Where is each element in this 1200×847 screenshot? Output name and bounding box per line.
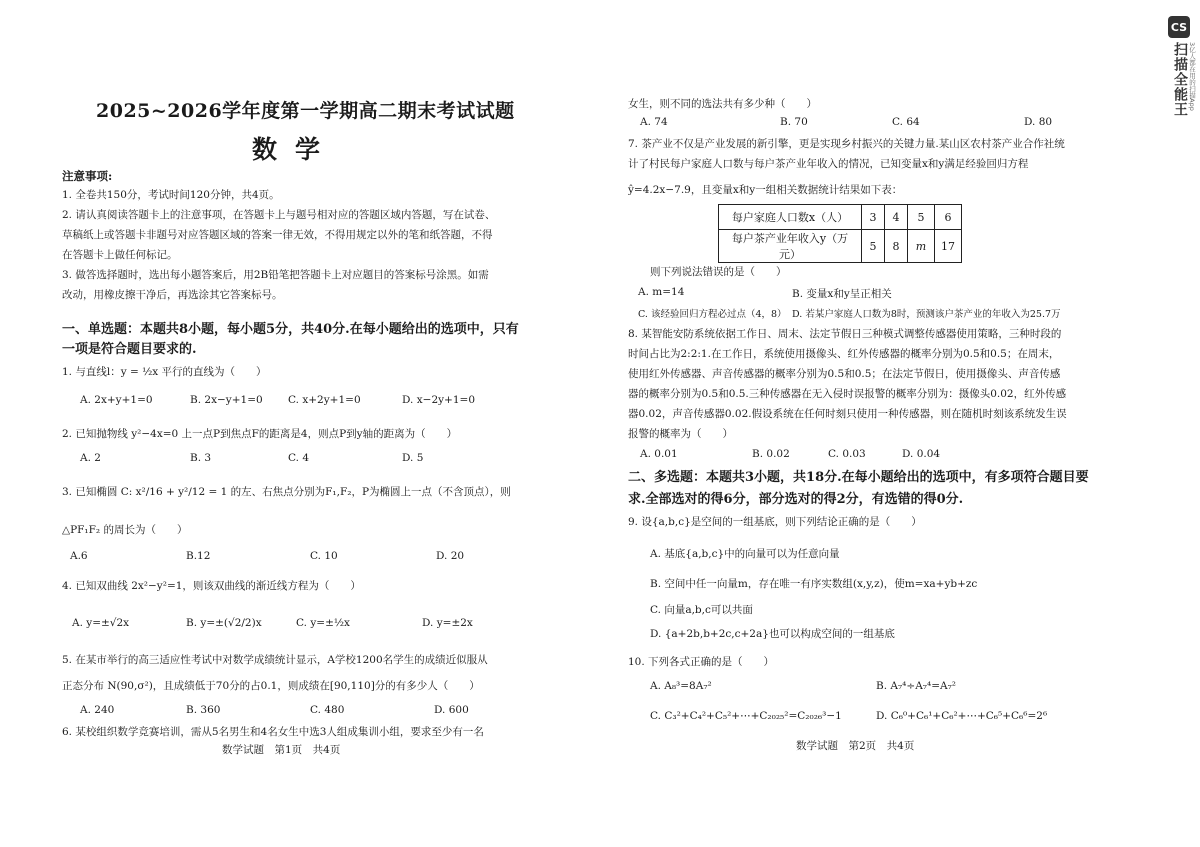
section-2-heading: 二、多选题：本题共3小题，共18分.在每小题给出的选项中，有多项符合题目要 [628, 470, 1089, 485]
question-6-stem-cont: 女生，则不同的选法共有多少种（ ） [628, 98, 817, 110]
table-row-label: 每户家庭人口数x（人） [719, 205, 862, 230]
q4-option-d: D. y=±2x [422, 617, 473, 629]
q2-option-c: C. 4 [288, 452, 310, 464]
question-8-stem-cont: 时间占比为2:2:1.在工作日，系统使用摄像头、红外传感器的概率分别为0.5和0.5；在周末， [628, 348, 1060, 360]
question-3-stem-cont: △PF₁F₂ 的周长为（ ） [62, 524, 188, 536]
q8-option-c: C. 0.03 [828, 448, 866, 460]
note-line: 1. 全卷共150分，考试时间120分钟，共4页。 [62, 189, 280, 201]
q4-option-c: C. y=±½x [296, 617, 350, 629]
question-7-equation: ŷ=4.2x−7.9，且变量x和y一组相关数据统计结果如下表： [628, 184, 903, 196]
q10-option-b: B. A₇⁴÷A₇⁴=A₇² [876, 680, 956, 692]
question-2-stem: 2. 已知抛物线 y²−4x=0 上一点P到焦点F的距离是4，则点P到y轴的距离为（ ） [62, 428, 458, 440]
q5-option-d: D. 600 [434, 704, 469, 716]
q10-option-a: A. A₈³=8A₇² [650, 680, 712, 692]
q9-option-b: B. 空间中任一向量m，存在唯一有序实数组(x,y,z)，使m=xa+yb+zc [650, 578, 978, 590]
note-line: 改动，用橡皮擦干净后，再选涂其它答案标号。 [62, 289, 283, 301]
q4-option-a: A. y=±√2x [72, 617, 130, 629]
exam-page-2 [600, 0, 1160, 847]
q3-option-c: C. 10 [310, 550, 338, 562]
q2-option-d: D. 5 [402, 452, 424, 464]
q4-option-b: B. y=±(√2/2)x [186, 617, 262, 629]
q7-option-b: B. 变量x和y呈正相关 [792, 288, 892, 300]
q2-option-a: A. 2 [80, 452, 101, 464]
table-cell: 17 [935, 230, 962, 263]
q6-option-d: D. 80 [1024, 116, 1053, 128]
section-2-heading-cont: 求.全部选对的得6分，部分选对的得2分，有选错的得0分. [628, 492, 964, 507]
q8-option-d: D. 0.04 [902, 448, 941, 460]
page-footer: 数学试题 第2页 共4页 [796, 740, 915, 752]
question-8-stem-cont: 报警的概率为（ ） [628, 428, 733, 440]
brand-name: 扫描全能王 [1172, 42, 1188, 117]
q1-option-c: C. x+2y+1=0 [288, 394, 361, 406]
question-8-stem-cont: 使用红外传感器、声音传感器的概率分别为0.5和0.5；在法定节假日，使用摄像头、声音传感 [628, 368, 1061, 380]
q8-option-b: B. 0.02 [752, 448, 790, 460]
subject-title: 数学 [252, 135, 339, 164]
q3-option-b: B.12 [186, 550, 211, 562]
question-1-stem: 1. 与直线l：y = ½x 平行的直线为（ ） [62, 366, 267, 378]
table-row [719, 230, 962, 263]
q7-option-d: D. 若某户家庭人口数为8时，预测该户茶产业的年收入为25.7万 [792, 309, 1061, 320]
question-7-stem-cont: 计了村民每户家庭人口数与每户茶产业年收入的情况，已知变量x和y满足经验回归方程 [628, 158, 1029, 170]
note-line: 草稿纸上或答题卡非题号对应答题区域的答案一律无效，不得用规定以外的笔和纸答题，不得 [62, 229, 493, 241]
table-cell: m [908, 230, 935, 263]
q6-option-a: A. 74 [640, 116, 668, 128]
table-cell: 8 [885, 230, 908, 263]
q6-option-b: B. 70 [780, 116, 808, 128]
q2-option-b: B. 3 [190, 452, 212, 464]
note-line: 3. 做答选择题时，选出每小题答案后，用2B铅笔把答题卡上对应题目的答案标号涂黑。如需 [62, 269, 489, 281]
q1-option-d: D. x−2y+1=0 [402, 394, 476, 406]
table-cell: 4 [885, 205, 908, 230]
q6-option-c: C. 64 [892, 116, 920, 128]
question-5-stem: 5. 在某市举行的高三适应性考试中对数学成绩统计显示，A学校1200名学生的成绩近似服从 [62, 654, 488, 666]
question-5-stem-cont: 正态分布 N(90,σ²)，且成绩低于70分的占0.1，则成绩在[90,110]分的有多少人（ ） [62, 680, 480, 692]
q9-option-a: A. 基底{a,b,c}中的向量可以为任意向量 [650, 548, 840, 560]
question-7-ask: 则下列说法错误的是（ ） [650, 266, 787, 278]
q10-option-c: C. C₃²+C₄²+C₅²+⋯+C₂₀₂₅²=C₂₀₂₆³−1 [650, 710, 842, 722]
question-9-stem: 9. 设{a,b,c}是空间的一组基底，则下列结论正确的是（ ） [628, 516, 922, 528]
question-10-stem: 10. 下列各式正确的是（ ） [628, 656, 775, 668]
note-line: 在答题卡上做任何标记。 [62, 249, 178, 261]
q10-option-d: D. C₆⁰+C₆¹+C₆²+⋯+C₆⁵+C₆⁶=2⁶ [876, 710, 1048, 722]
question-3-stem: 3. 已知椭圆 C: x²/16 + y²/12 = 1 的左、右焦点分别为F₁,F₂，P为椭圆上一点（不含顶点），则 [62, 486, 511, 498]
table-row [719, 205, 962, 230]
question-6-stem: 6. 某校组织数学竞赛培训，需从5名男生和4名女生中选3人组成集训小组，要求至少有一名 [62, 726, 484, 738]
q7-option-a: A. m=14 [638, 286, 685, 298]
section-1-heading: 一、单选题：本题共8小题，每小题5分，共40分.在每小题给出的选项中，只有 [62, 322, 519, 337]
q9-option-c: C. 向量a,b,c可以共面 [650, 604, 753, 616]
q8-option-a: A. 0.01 [640, 448, 678, 460]
question-4-stem: 4. 已知双曲线 2x²−y²=1，则该双曲线的渐近线方程为（ ） [62, 580, 361, 592]
exam-title: 2025~2026学年度第一学期高二期末考试试题 [96, 100, 515, 122]
q9-option-d: D. {a+2b,b+2c,c+2a}也可以构成空间的一组基底 [650, 628, 895, 640]
q5-option-c: C. 480 [310, 704, 345, 716]
camscanner-watermark [1166, 16, 1194, 176]
table-row-label: 每户茶产业年收入y（万元） [719, 230, 862, 263]
q1-option-b: B. 2x−y+1=0 [190, 394, 263, 406]
question-8-stem: 8. 某智能安防系统依据工作日、周末、法定节假日三种模式调整传感器使用策略，三种时段的 [628, 328, 1062, 340]
q5-option-b: B. 360 [186, 704, 221, 716]
notes-heading: 注意事项: [62, 169, 113, 183]
q3-option-a: A.6 [70, 550, 88, 562]
table-cell: 3 [862, 205, 885, 230]
page-footer: 数学试题 第1页 共4页 [222, 744, 341, 756]
q3-option-d: D. 20 [436, 550, 465, 562]
table-cell: 5 [908, 205, 935, 230]
table-cell: 5 [862, 230, 885, 263]
section-1-heading-cont: 一项是符合题目要求的. [62, 342, 197, 357]
q5-option-a: A. 240 [80, 704, 115, 716]
q7-data-table [718, 204, 962, 263]
question-8-stem-cont: 器的概率分别为0.5和0.5.三种传感器在无入侵时误报警的概率分别为：摄像头0.02，红外传感 [628, 388, 1067, 400]
q7-option-c: C. 该经验回归方程必过点（4，8） [638, 309, 787, 320]
question-8-stem-cont: 器0.02，声音传感器0.02.假设系统在任何时刻只使用一种传感器，则在随机时刻该系统发生误 [628, 408, 1067, 420]
camscanner-logo-icon: CS [1168, 16, 1190, 38]
q1-option-a: A. 2x+y+1=0 [80, 394, 153, 406]
brand-tagline: 3亿人都在用的扫描App [1188, 42, 1196, 111]
question-7-stem: 7. 茶产业不仅是产业发展的新引擎，更是实现乡村振兴的关键力量.某山区农村茶产业合作社统 [628, 138, 1065, 150]
note-line: 2. 请认真阅读答题卡上的注意事项，在答题卡上与题号相对应的答题区域内答题，写在试卷、 [62, 209, 496, 221]
table-cell: 6 [935, 205, 962, 230]
